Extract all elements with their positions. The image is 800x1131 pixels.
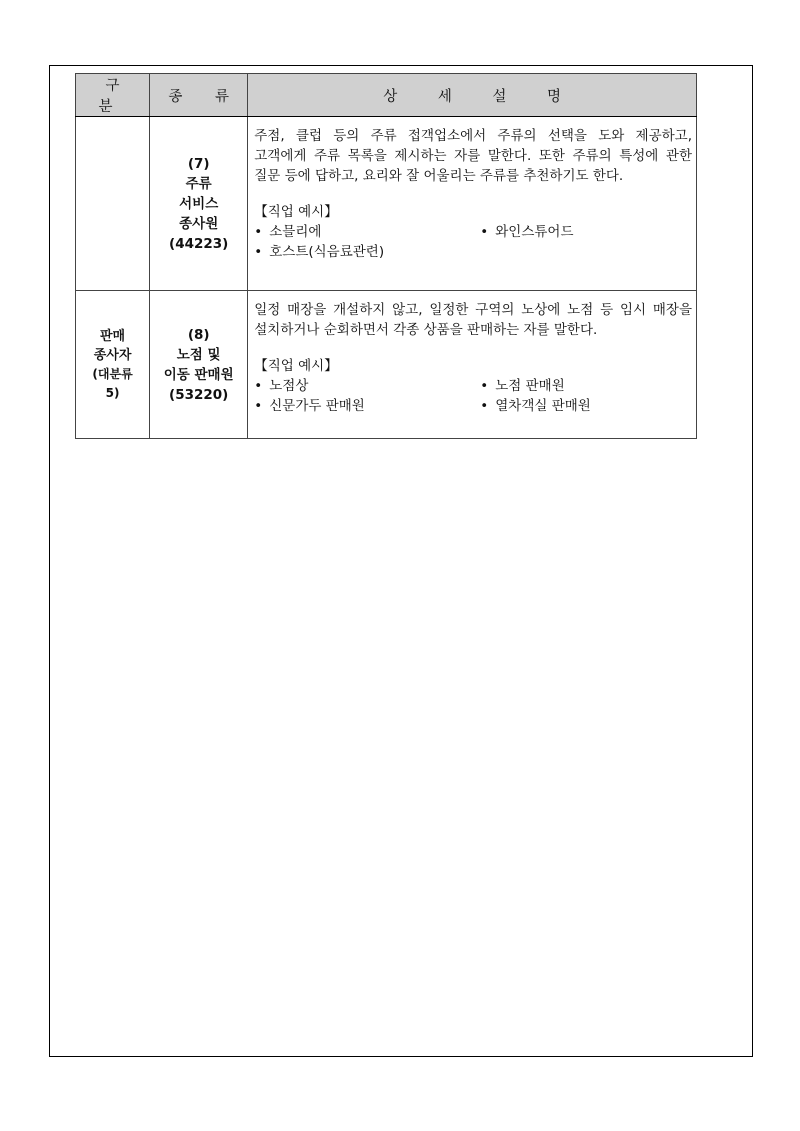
type-cell — [150, 291, 248, 439]
type-name: 이동 판매원 — [163, 366, 234, 383]
table-header-row — [76, 74, 697, 117]
type-number: (7) — [187, 155, 210, 172]
description-cell — [248, 117, 697, 291]
type-name: 주류 — [185, 175, 212, 192]
list-item: • 노점상 — [254, 376, 480, 396]
category-cell — [76, 117, 150, 291]
category-sub: 5) — [105, 385, 120, 400]
type-number: (8) — [187, 326, 210, 343]
list-item: • 호스트(식음료관련) — [254, 242, 480, 262]
category-name: 종사자 — [93, 347, 132, 363]
type-name: 서비스 — [179, 195, 219, 212]
category-cell — [76, 291, 150, 439]
category-sub: (대분류 — [92, 366, 133, 381]
table-row — [76, 117, 697, 291]
examples-list — [254, 222, 692, 262]
table-row — [76, 291, 697, 439]
examples-title: 【직업 예시】 — [254, 204, 338, 220]
header-category: 구 분 — [76, 74, 150, 117]
examples-list — [254, 376, 692, 416]
list-item: • 노점 판매원 — [480, 376, 692, 396]
list-item: • 신문가두 판매원 — [254, 396, 480, 416]
description-cell — [248, 291, 697, 439]
type-name: 종사원 — [179, 215, 219, 232]
description-text: 일정 매장을 개설하지 않고, 일정한 구역의 노상에 노점 등 임시 매장을 설치하거나 순회하면서 각종 상품을 판매하는 자를 말한다. — [254, 302, 692, 338]
type-name: 노점 및 — [176, 346, 221, 363]
list-item: • 와인스튜어드 — [480, 222, 692, 242]
type-code: (44223) — [169, 235, 229, 252]
list-item: • 소믈리에 — [254, 222, 480, 242]
list-item: • 열차객실 판매원 — [480, 396, 692, 416]
category-name: 판매 — [99, 328, 126, 344]
header-description: 상 세 설 명 — [248, 74, 697, 117]
type-code: (53220) — [169, 386, 229, 403]
type-cell — [150, 117, 248, 291]
examples-title: 【직업 예시】 — [254, 358, 338, 374]
header-type: 종 류 — [150, 74, 248, 117]
description-text: 주점, 클럽 등의 주류 접객업소에서 주류의 선택을 도와 제공하고, 고객에게 주류 목록을 제시하는 자를 말한다. 또한 주류의 특성에 관한 질문 등에 답하고, 요리와 잘 어울리는 주류를 추천하기도 한다. — [254, 128, 692, 184]
occupation-table — [75, 73, 697, 439]
